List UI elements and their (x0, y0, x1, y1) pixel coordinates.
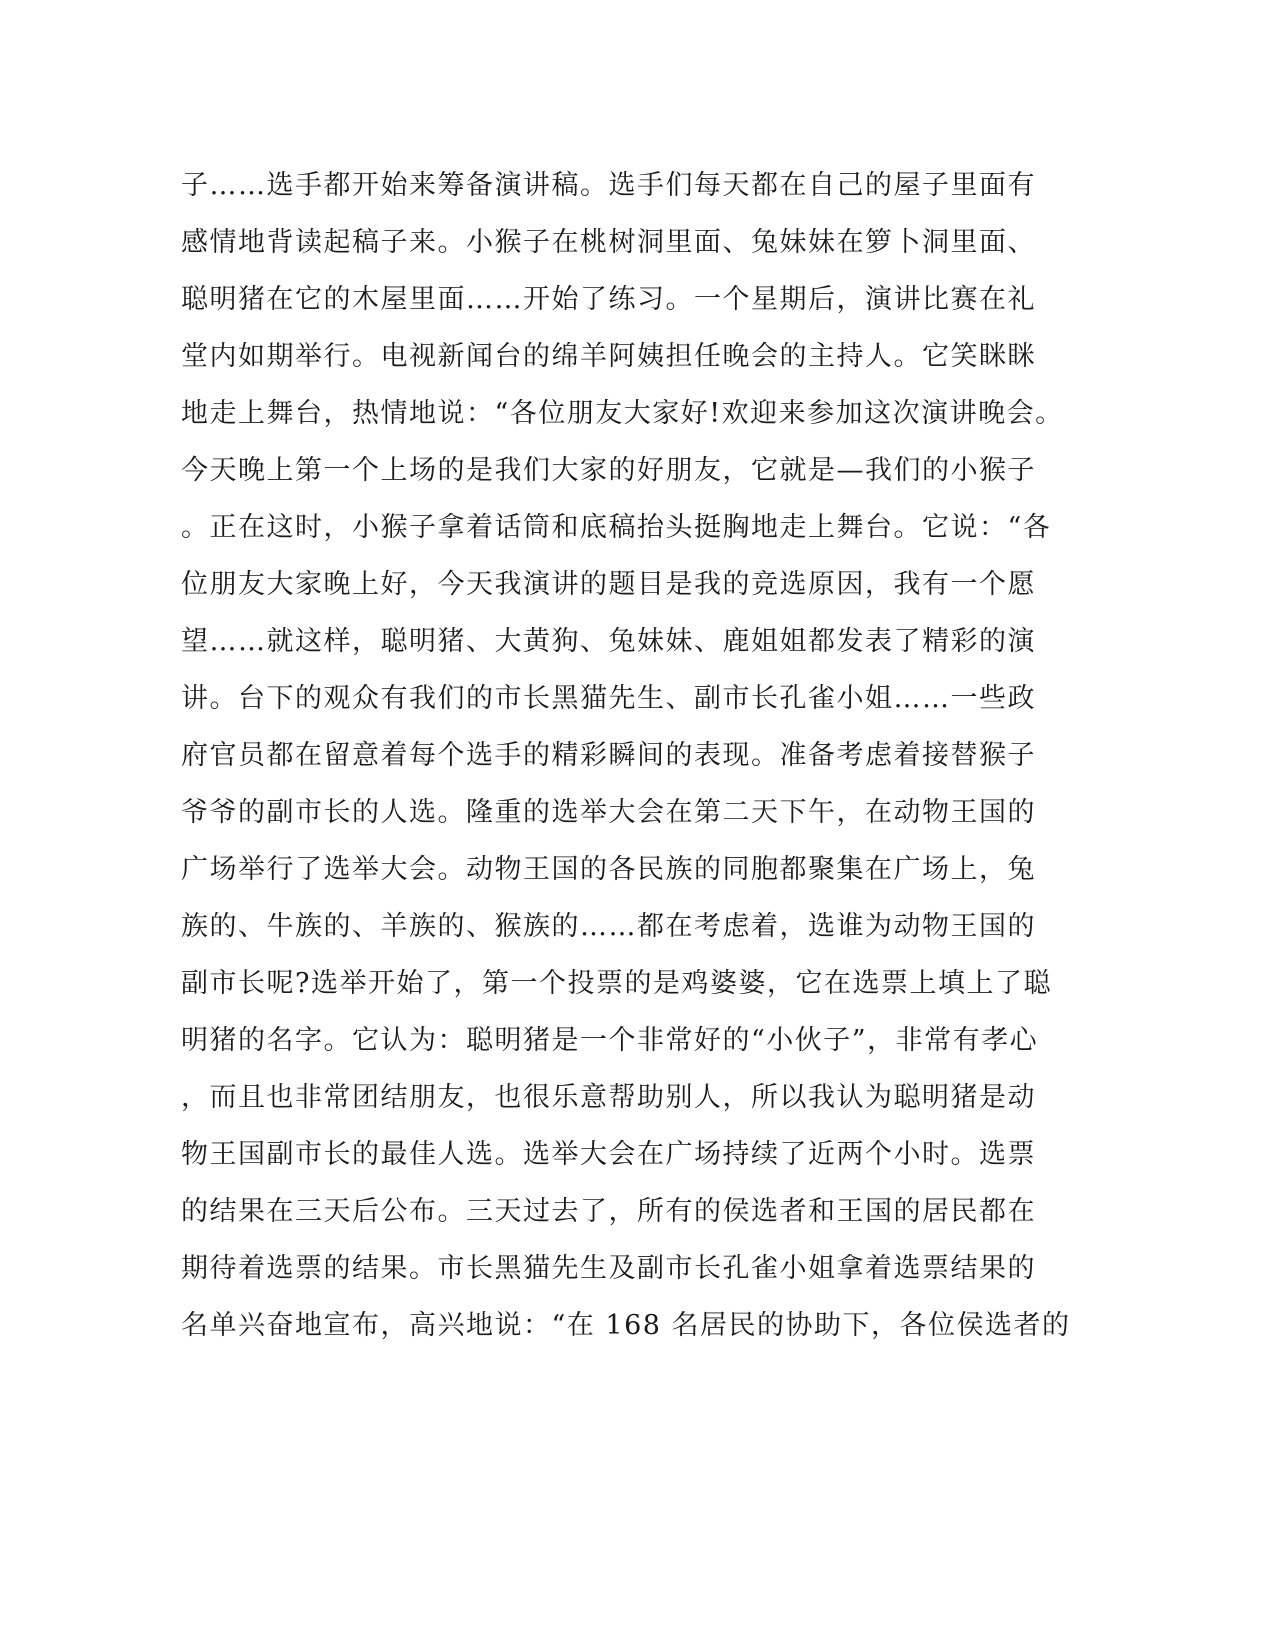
body-text (181, 160, 1071, 1357)
text-line: 广场举行了选举大会。动物王国的各民族的同胞都聚集在广场上，兔 (181, 854, 1036, 885)
text-line: 府官员都在留意着每个选手的精彩瞬间的表现。准备考虑着接替猴子 (181, 740, 1036, 771)
text-line: 名单兴奋地宣布，高兴地说：“在 168 名居民的协助下，各位侯选者的 (181, 1310, 1071, 1341)
text-line: 爷爷的副市长的人选。隆重的选举大会在第二天下午，在动物王国的 (181, 797, 1036, 828)
text-line: 堂内如期举行。电视新闻台的绵羊阿姨担任晚会的主持人。它笑眯眯 (181, 341, 1036, 372)
text-line: ，而且也非常团结朋友，也很乐意帮助别人，所以我认为聪明猪是动 (181, 1082, 1036, 1113)
text-line: 感情地背读起稿子来。小猴子在桃树洞里面、兔妹妹在箩卜洞里面、 (181, 227, 1036, 258)
text-line: 聪明猪在它的木屋里面……开始了练习。一个星期后，演讲比赛在礼 (181, 284, 1036, 315)
text-line: 期待着选票的结果。市长黑猫先生及副市长孔雀小姐拿着选票结果的 (181, 1253, 1036, 1284)
text-line: 今天晚上第一个上场的是我们大家的好朋友，它就是—我们的小猴子 (181, 455, 1036, 486)
text-line: 位朋友大家晚上好，今天我演讲的题目是我的竞选原因，我有一个愿 (181, 569, 1036, 600)
text-line: 族的、牛族的、羊族的、猴族的……都在考虑着，选谁为动物王国的 (181, 911, 1036, 942)
text-line: 讲。台下的观众有我们的市长黑猫先生、副市长孔雀小姐……一些政 (181, 683, 1036, 714)
text-line: 副市长呢?选举开始了，第一个投票的是鸡婆婆，它在选票上填上了聪 (181, 968, 1052, 999)
text-line: 。正在这时，小猴子拿着话筒和底稿抬头挺胸地走上舞台。它说：“各 (181, 512, 1052, 543)
text-line: 明猪的名字。它认为：聪明猪是一个非常好的“小伙子”，非常有孝心 (181, 1025, 1039, 1056)
text-line: 望……就这样，聪明猪、大黄狗、兔妹妹、鹿姐姐都发表了精彩的演 (181, 626, 1036, 657)
text-line: 物王国副市长的最佳人选。选举大会在广场持续了近两个小时。选票 (181, 1139, 1036, 1170)
text-line: 的结果在三天后公布。三天过去了，所有的侯选者和王国的居民都在 (181, 1196, 1036, 1227)
text-line: 子……选手都开始来筹备演讲稿。选手们每天都在自己的屋子里面有 (181, 170, 1036, 201)
text-line: 地走上舞台，热情地说：“各位朋友大家好!欢迎来参加这次演讲晚会。 (181, 398, 1064, 429)
